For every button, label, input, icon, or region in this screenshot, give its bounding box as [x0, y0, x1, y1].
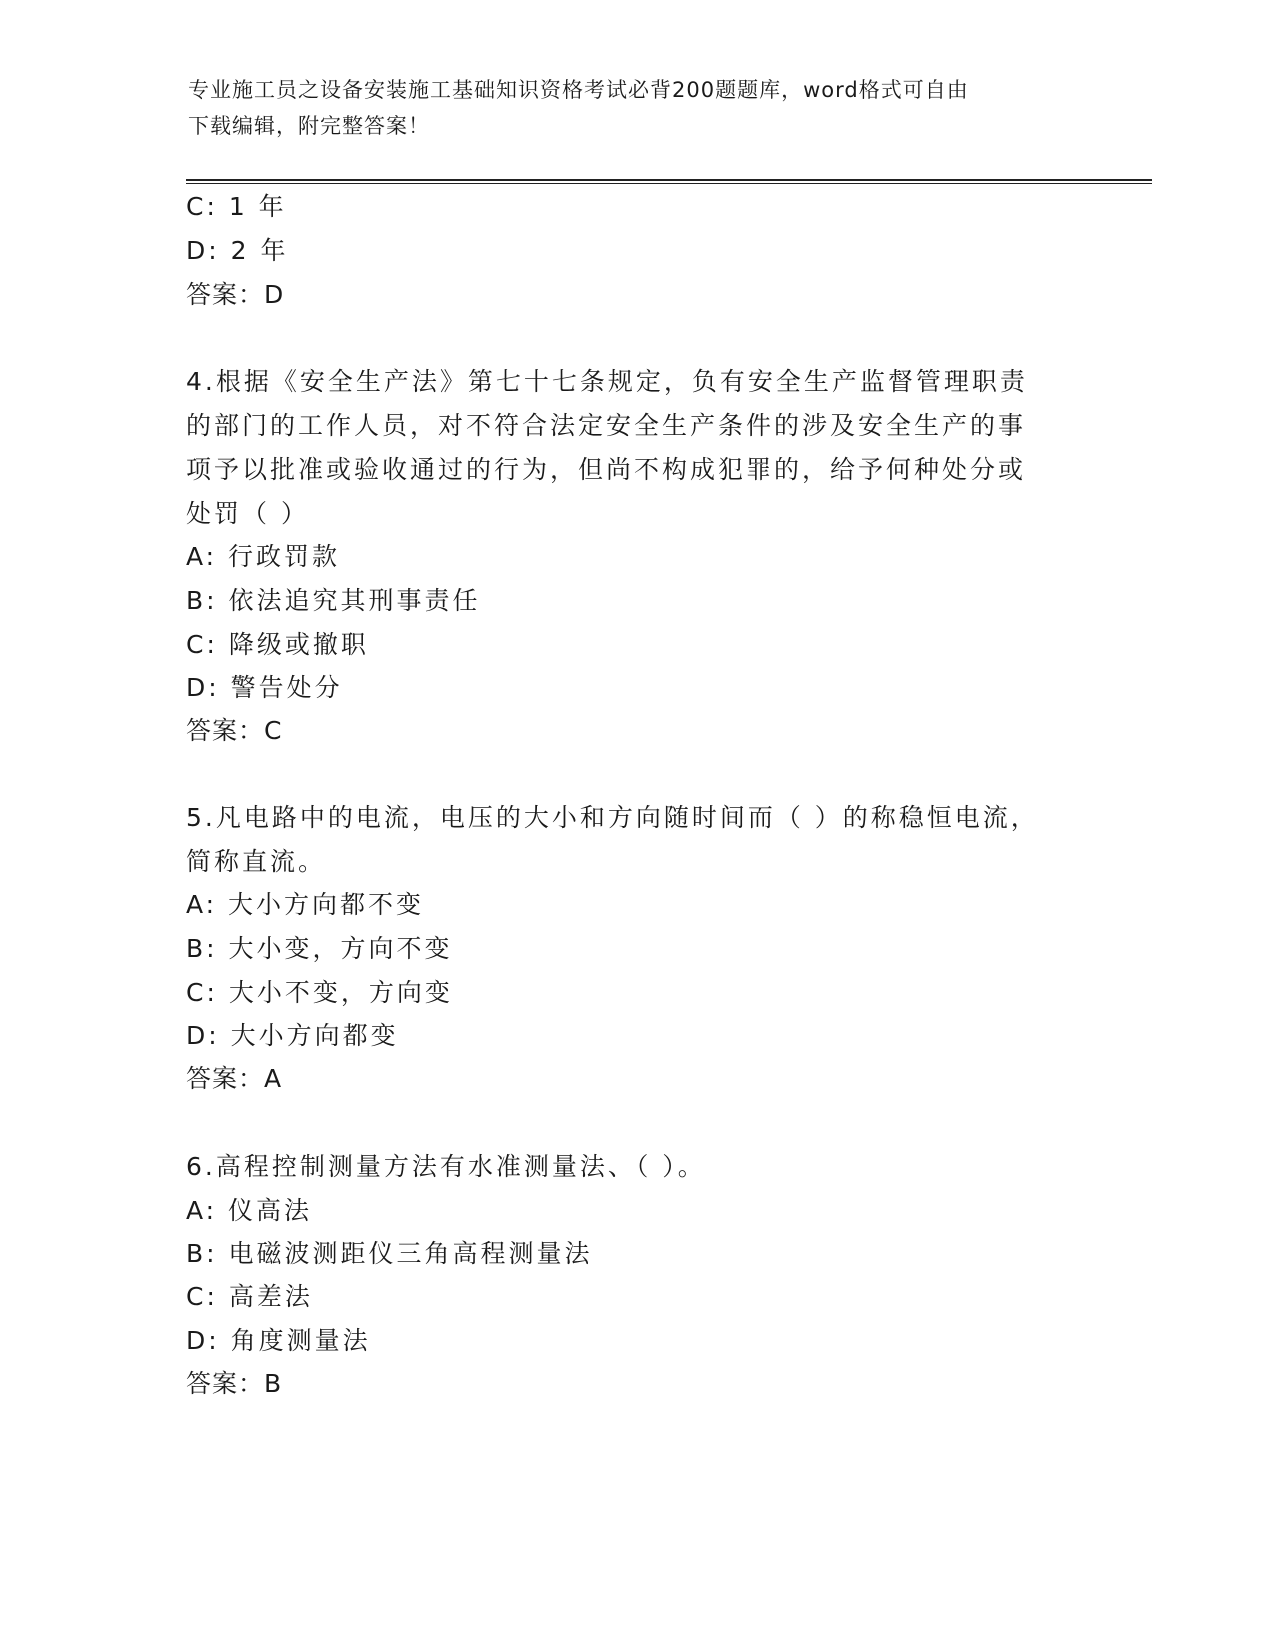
header-rule-thick	[186, 179, 1152, 181]
q6-stem-line-1: 6.高程控制测量方法有水准测量法、（ ）。	[186, 1152, 706, 1181]
q5-stem-line-1: 5.凡电路中的电流，电压的大小和方向随时间而（ ）的称稳恒电流，	[186, 803, 1039, 832]
q5-stem-line-2: 简称直流。	[186, 847, 327, 876]
q5-option-b: B: 大小变，方向不变	[186, 934, 453, 963]
q6-answer: 答案：B	[186, 1369, 283, 1398]
q6-option-b: B: 电磁波测距仪三角高程测量法	[186, 1239, 593, 1268]
q3-answer: 答案：D	[186, 280, 285, 309]
q4-stem-line-3: 项予以批准或验收通过的行为，但尚不构成犯罪的，给予何种处分或	[186, 455, 1027, 484]
q4-stem-line-1: 4.根据《安全生产法》第七十七条规定，负有安全生产监督管理职责	[186, 367, 1028, 396]
q6-option-a: A: 仪高法	[186, 1196, 313, 1225]
q4-option-a: A: 行政罚款	[186, 542, 341, 571]
q5-option-d: D: 大小方向都变	[186, 1021, 399, 1050]
header-line-1: 专业施工员之设备安装施工基础知识资格考试必背200题题库，word格式可自由	[188, 78, 969, 102]
q4-option-d: D: 警告处分	[186, 673, 343, 702]
q5-answer: 答案：A	[186, 1064, 283, 1093]
q6-option-d: D: 角度测量法	[186, 1326, 371, 1355]
q4-stem-line-2: 的部门的工作人员，对不符合法定安全生产条件的涉及安全生产的事	[186, 411, 1027, 440]
q6-option-c: C: 高差法	[186, 1282, 313, 1311]
document-header	[188, 72, 1088, 144]
q5-option-c: C: 大小不变，方向变	[186, 978, 453, 1007]
q3-option-c: C: 1 年	[186, 192, 287, 221]
header-line-2: 下载编辑，附完整答案！	[188, 114, 430, 138]
q3-option-d: D: 2 年	[186, 236, 289, 265]
q4-option-c: C: 降级或撤职	[186, 630, 369, 659]
q5-option-a: A: 大小方向都不变	[186, 890, 425, 919]
q4-option-b: B: 依法追究其刑事责任	[186, 586, 481, 615]
q4-answer: 答案：C	[186, 716, 283, 745]
header-rule-thin	[186, 183, 1152, 184]
q4-stem-line-4: 处罚（ ）	[186, 499, 309, 528]
